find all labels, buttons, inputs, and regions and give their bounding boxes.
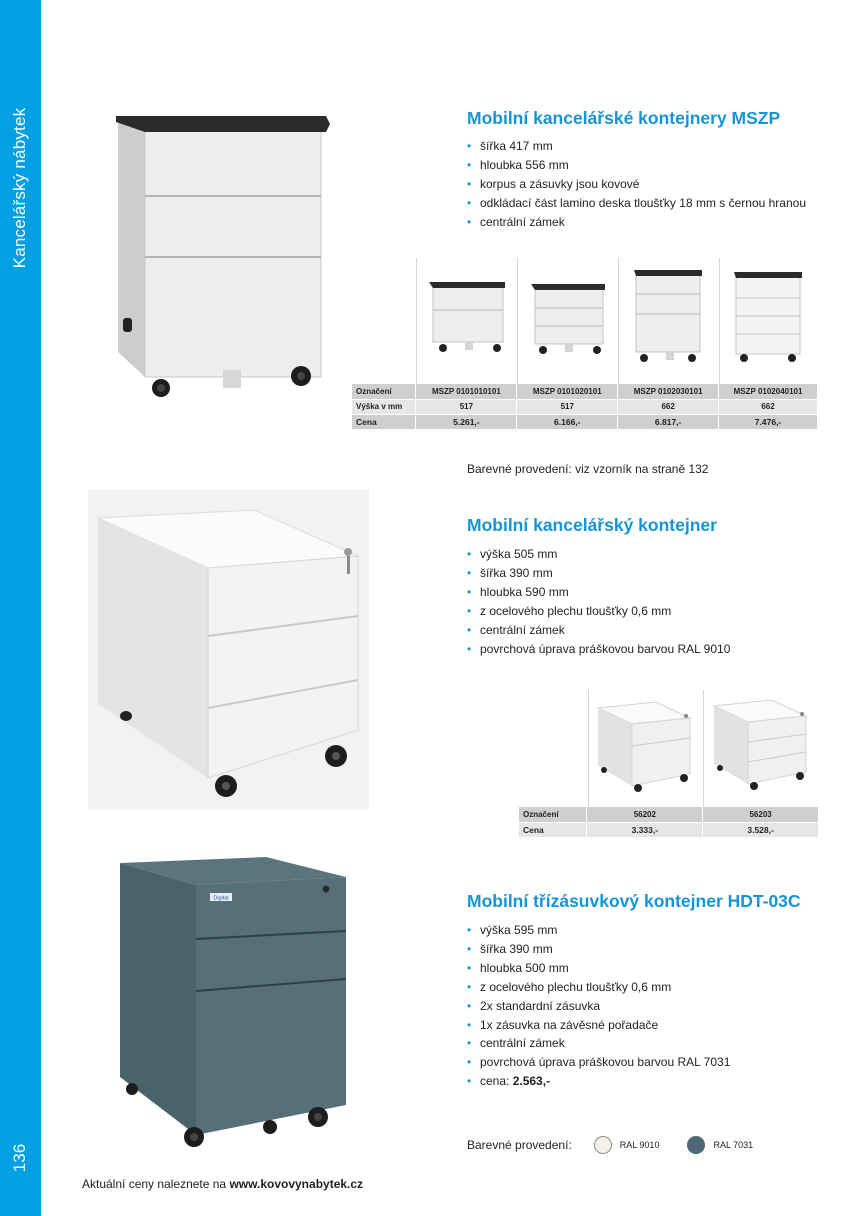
- color-options: [467, 1134, 753, 1156]
- table-cell: 6.166,-: [517, 414, 618, 429]
- color-note-mszp: Barevné provedení: viz vzorník na straně 132: [467, 462, 709, 476]
- table-cell: 6.817,-: [618, 414, 719, 429]
- swatch-ral-9010: [594, 1136, 612, 1154]
- table-cell: 56203: [703, 807, 819, 822]
- category-title: Kancelářský nábytek: [10, 107, 29, 269]
- spec-item: • centrální zámek: [467, 621, 730, 640]
- table-cell: MSZP 0101020101: [517, 384, 618, 399]
- table-cell: 3.333,-: [587, 822, 703, 837]
- row-label: Výška v mm: [352, 399, 416, 414]
- spec-item: • 2x standardní zásuvka: [467, 997, 730, 1016]
- column-divider: [719, 258, 720, 384]
- table-row: [519, 822, 819, 837]
- table-cell: 56202: [587, 807, 703, 822]
- table-cell: MSZP 0102030101: [618, 384, 719, 399]
- table-cell: MSZP 0102040101: [719, 384, 818, 399]
- spec-item: • šířka 390 mm: [467, 564, 730, 583]
- spec-item: • korpus a zásuvky jsou kovové: [467, 175, 806, 194]
- section-title-white-container: Mobilní kancelářský kontejner: [467, 515, 717, 535]
- row-label: Označení: [519, 807, 587, 822]
- thumb-mszp-1: [425, 278, 509, 362]
- spec-item: • hloubka 500 mm: [467, 959, 730, 978]
- section-title-hdt-03c: Mobilní třízásuvkový kontejner HDT-03C: [467, 891, 801, 911]
- thumb-56203: [712, 698, 810, 792]
- column-divider: [618, 258, 619, 384]
- row-label: Cena: [352, 414, 416, 429]
- product-image-white-container: [96, 508, 362, 800]
- table-row: [352, 414, 818, 429]
- spec-item: • z ocelového plechu tloušťky 0,6 mm: [467, 978, 730, 997]
- spec-item: • šířka 390 mm: [467, 940, 730, 959]
- spec-item: • centrální zámek: [467, 213, 806, 232]
- swatch-label: RAL 9010: [619, 1140, 660, 1150]
- product-image-hdt-03c: [116, 855, 352, 1151]
- table-cell: 7.476,-: [719, 414, 818, 429]
- spec-list-white-container: [467, 545, 730, 658]
- column-divider: [517, 258, 518, 384]
- column-divider: [416, 258, 417, 384]
- price-table-mszp: [352, 384, 818, 430]
- sidebar-band: [0, 0, 41, 1216]
- price-table-white-container: [519, 807, 819, 838]
- column-divider: [588, 690, 589, 807]
- table-cell: 662: [719, 399, 818, 414]
- spec-item: • výška 505 mm: [467, 545, 730, 564]
- thumb-mszp-4: [730, 268, 810, 366]
- spec-list-hdt-03c: [467, 921, 730, 1091]
- spec-item: • 1x zásuvka na závěsné pořadače: [467, 1016, 730, 1035]
- table-cell: 662: [618, 399, 719, 414]
- footer-text: Aktuální ceny naleznete na: [82, 1177, 230, 1191]
- price-label: cena:: [480, 1074, 510, 1089]
- table-row: [519, 807, 819, 822]
- spec-item: • z ocelového plechu tloušťky 0,6 mm: [467, 602, 730, 621]
- swatch-label: RAL 7031: [713, 1140, 754, 1150]
- table-cell: 517: [517, 399, 618, 414]
- spec-list-mszp: [467, 137, 806, 232]
- row-label: Označení: [352, 384, 416, 399]
- table-cell: 517: [416, 399, 517, 414]
- thumb-mszp-3: [630, 266, 710, 364]
- spec-item: • hloubka 556 mm: [467, 156, 806, 175]
- swatch-ral-7031: [687, 1136, 705, 1154]
- spec-item: • centrální zámek: [467, 1034, 730, 1053]
- brand-logo: Digital: [213, 895, 229, 902]
- spec-item: • hloubka 590 mm: [467, 583, 730, 602]
- product-image-mszp: [113, 112, 333, 404]
- price-value: 2.563,-: [512, 1074, 551, 1089]
- thumb-56202: [596, 700, 694, 794]
- table-cell: MSZP 0101010101: [416, 384, 517, 399]
- spec-item: • povrchová úprava práškovou barvou RAL 7031: [467, 1053, 730, 1072]
- website-link[interactable]: www.kovovynabytek.cz: [229, 1177, 364, 1191]
- page-number: 136: [10, 1143, 29, 1173]
- spec-item: • povrchová úprava práškovou barvou RAL 9010: [467, 640, 730, 659]
- spec-item: • výška 595 mm: [467, 921, 730, 940]
- table-cell: 5.261,-: [416, 414, 517, 429]
- footer-note: [82, 1177, 363, 1191]
- table-row: [352, 384, 818, 399]
- thumb-mszp-2: [527, 280, 611, 364]
- column-divider: [703, 690, 704, 807]
- table-row: [352, 399, 818, 414]
- color-options-label: Barevné provedení:: [467, 1138, 572, 1152]
- section-title-mszp: Mobilní kancelářské kontejnery MSZP: [467, 108, 781, 128]
- spec-item: • šířka 417 mm: [467, 137, 806, 156]
- spec-item: • odkládací část lamino deska tloušťky 18 mm s černou hranou: [467, 194, 806, 213]
- price-item: [467, 1072, 730, 1091]
- table-cell: 3.528,-: [703, 822, 819, 837]
- row-label: Cena: [519, 822, 587, 837]
